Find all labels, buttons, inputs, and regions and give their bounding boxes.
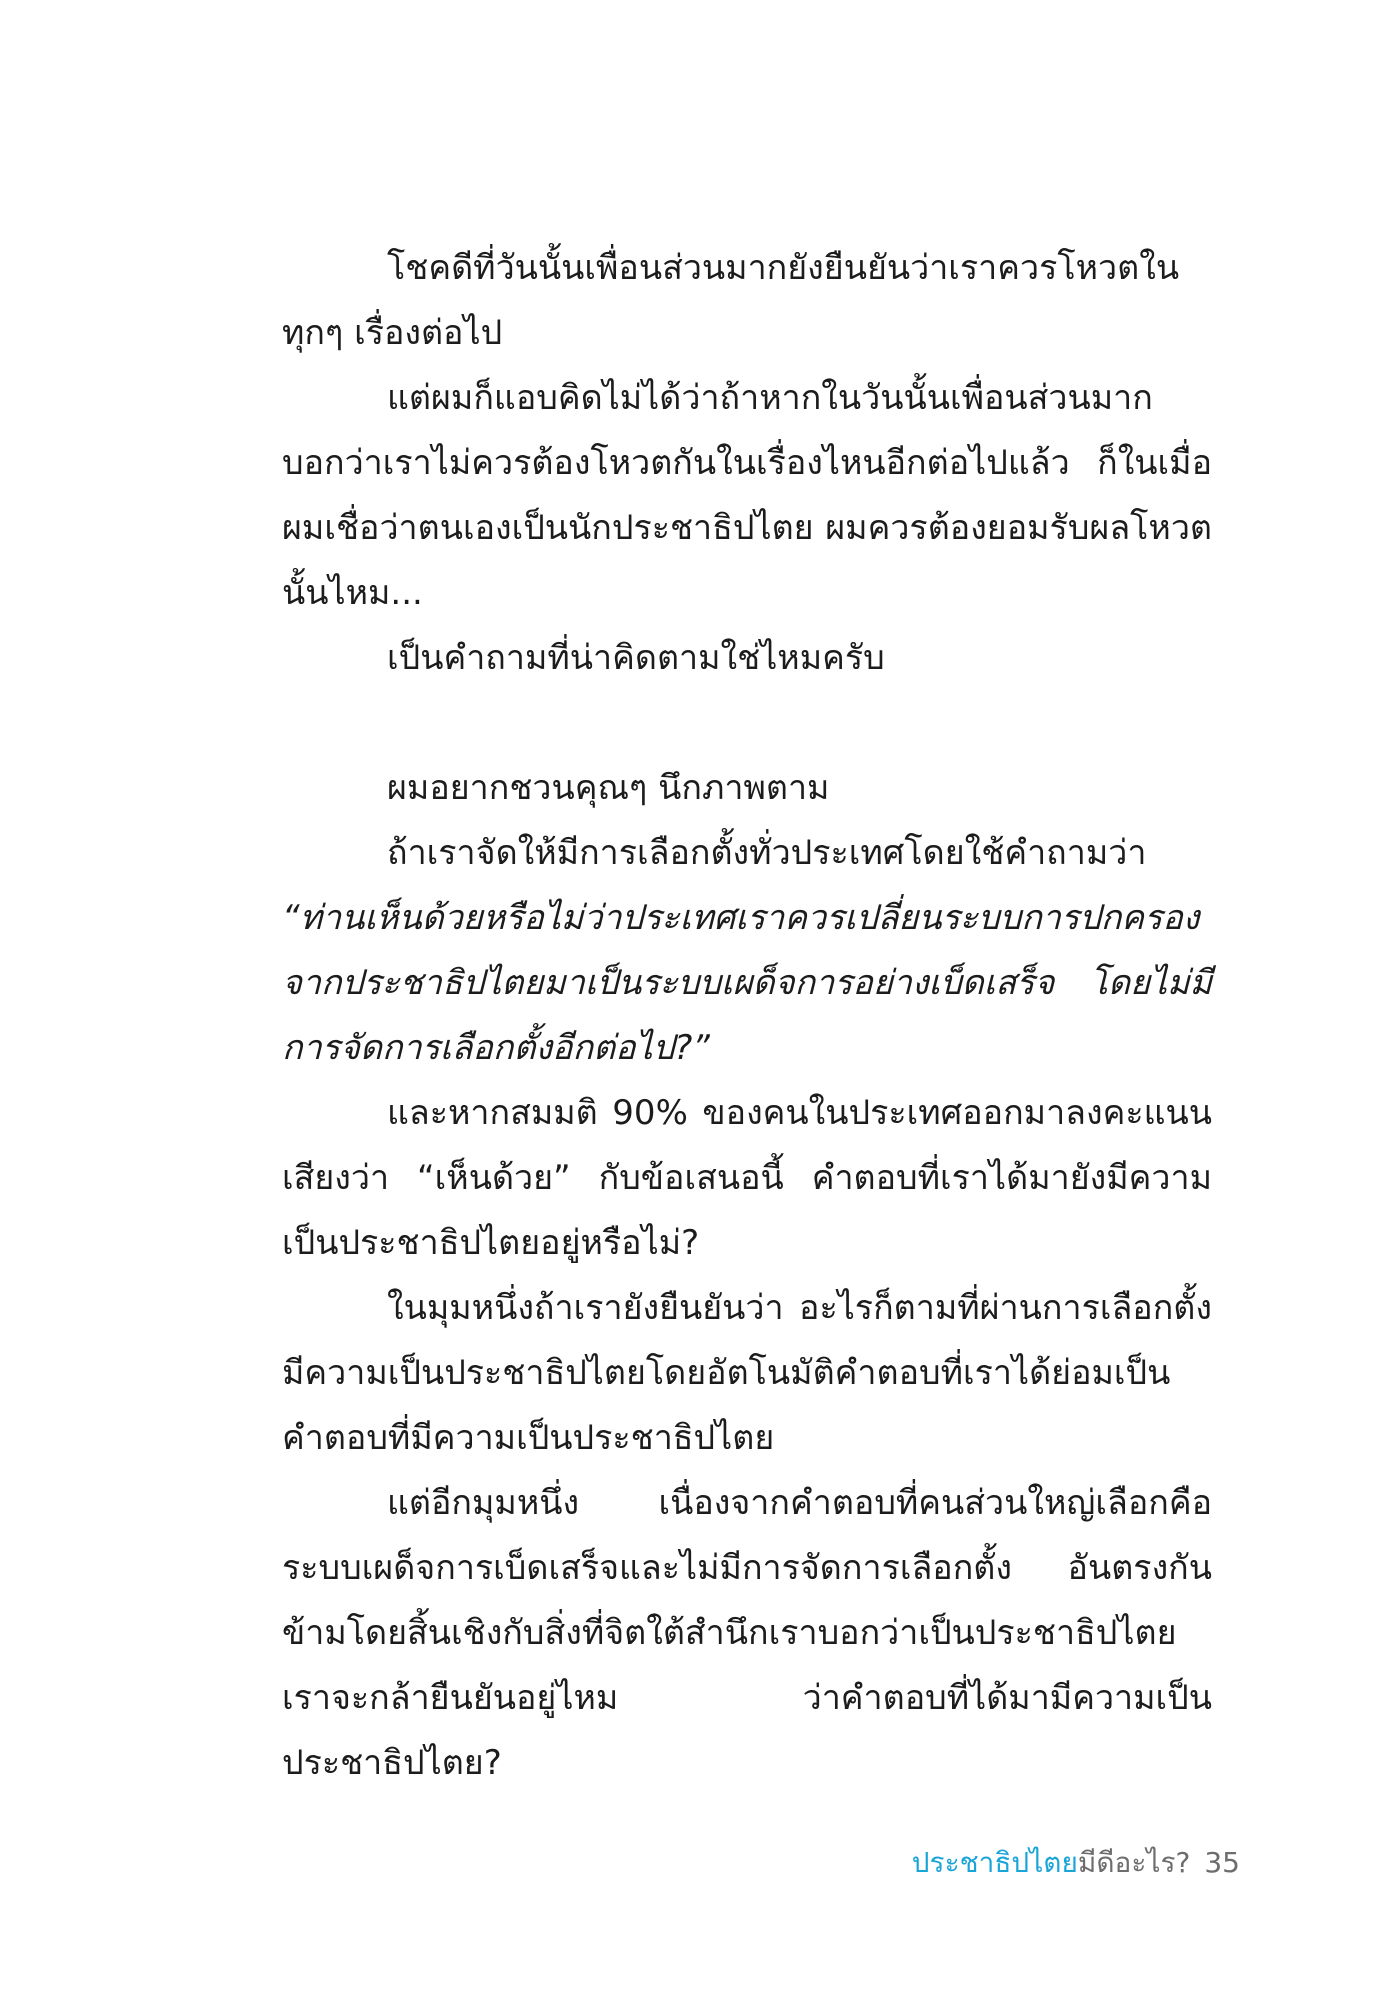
paragraph-4: ผมอยากชวนคุณๆ นึกภาพตาม [387,768,830,808]
paragraph-3: เป็นคำถามที่น่าคิดตามใช่ไหมครับ [387,638,885,678]
page-footer [912,1843,1240,1883]
paragraph-5-lead: ถ้าเราจัดให้มีการเลือกตั้งทั่วประเทศโดยใช้คำถามว่า [387,833,1147,873]
page-number: 35 [1204,1846,1240,1879]
paragraph-5 [282,821,1212,1081]
paragraph-5-quote: “ท่านเห็นด้วยหรือไม่ว่าประเทศเราควรเปลี่ยนระบบการปกครองจากประชาธิปไตยมาเป็นระบบเผด็จการอย่างเบ็ดเสร็จ โดยไม่มีการจัดการเลือกตั้งอีกต่อไป?” [282,898,1212,1068]
running-title-part1: ประชาธิปไตย [911,1846,1078,1879]
running-title-part2: มีดีอะไร? [1077,1846,1191,1879]
page-body [282,236,1212,1796]
paragraph-6: และหากสมมติ 90% ของคนในประเทศออกมาลงคะแนนเสียงว่า “เห็นด้วย” กับข้อเสนอนี้ คำตอบที่เราได้มายังมีความเป็นประชาธิปไตยอยู่หรือไม่? [282,1093,1212,1263]
paragraph-2: แต่ผมก็แอบคิดไม่ได้ว่าถ้าหากในวันนั้นเพื่อนส่วนมากบอกว่าเราไม่ควรต้องโหวตกันในเรื่องไหนอีกต่อไปแล้ว ก็ในเมื่อผมเชื่อว่าตนเองเป็นนักประชาธิปไตย ผมควรต้องยอมรับผลโหวตนั้นไหม... [282,378,1212,613]
paragraph-1: โชคดีที่วันนั้นเพื่อนส่วนมากยังยืนยันว่าเราควรโหวตในทุกๆ เรื่องต่อไป [282,248,1180,353]
paragraph-8: แต่อีกมุมหนึ่ง เนื่องจากคำตอบที่คนส่วนใหญ่เลือกคือระบบเผด็จการเบ็ดเสร็จและไม่มีการจัดการเลือกตั้ง อันตรงกันข้ามโดยสิ้นเชิงกับสิ่งที่จิตใต้สำนึกเราบอกว่าเป็นประชาธิปไตย เราจะกล้ายืนยันอยู่ไหม ว่าคำตอบที่ได้มามีความเป็นประชาธิปไตย? [282,1483,1212,1783]
paragraph-7: ในมุมหนึ่งถ้าเรายังยืนยันว่า อะไรก็ตามที่ผ่านการเลือกตั้งมีความเป็นประชาธิปไตยโดยอัตโนมัติคำตอบที่เราได้ย่อมเป็นคำตอบที่มีความเป็นประชาธิปไตย [282,1288,1212,1458]
